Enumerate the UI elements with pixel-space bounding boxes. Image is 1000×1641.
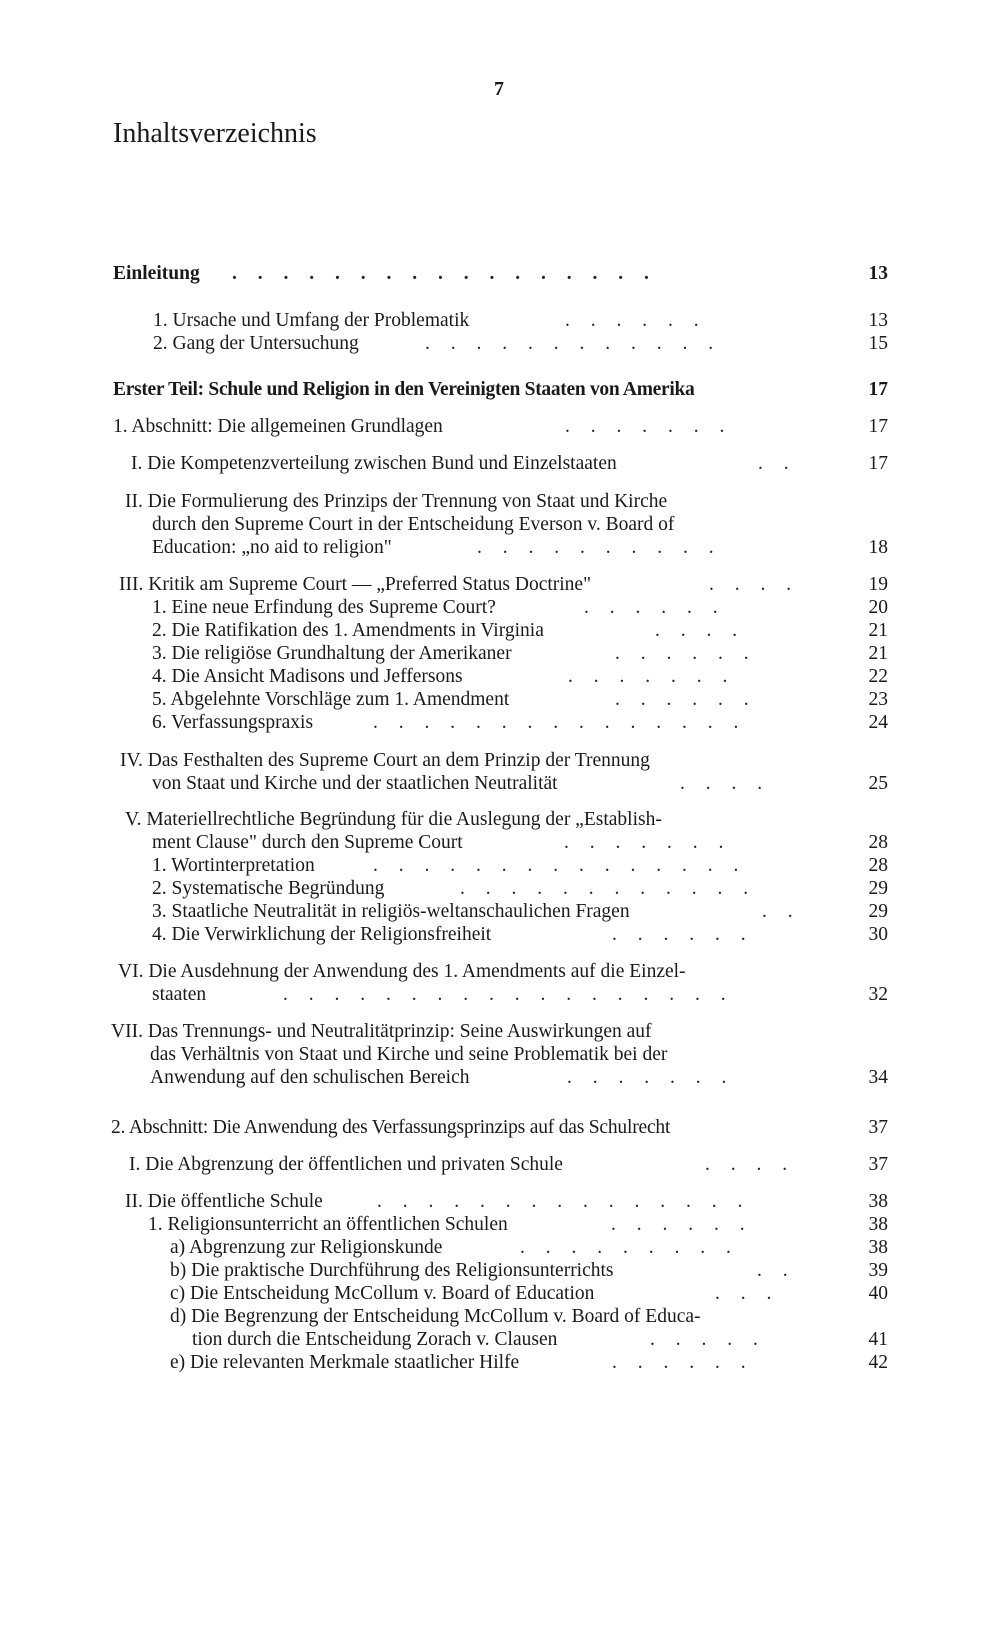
- page-number: 7: [494, 78, 504, 100]
- page-title: Inhaltsverzeichnis: [113, 118, 317, 149]
